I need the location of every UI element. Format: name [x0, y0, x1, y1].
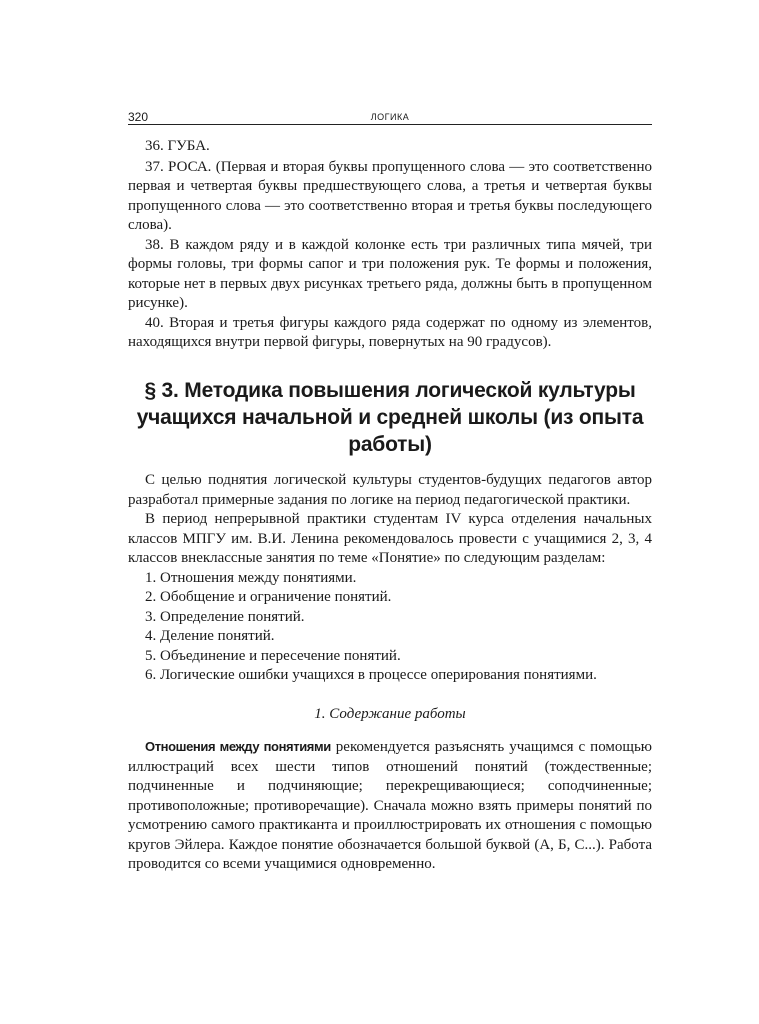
list-item: 3. Определение понятий. — [145, 608, 305, 625]
answer-38: 38. В каждом ряду и в каждой колонке есть три различных типа мячей, три формы головы, три формы сапог и три положения рук. Те формы и положения, которые нет в первых двух рисунках третьего ряда, должны быть в пропущенном рисунке). — [128, 236, 652, 311]
work-paragraph-text: рекомендуется разъяснять учащимся с помощью иллюстраций всех шести типов отношений понятий (тождественные; подчиненные и подчиняющие; перекрещивающиеся; соподчиненные; противоположные; противоречащие). Сначала можно взять примеры понятий по усмотрению самого практиканта и проиллюстрировать их отношения с помощью кругов Эйлера. Каждое понятие обозначается большой буквой (А, Б, С...). Работа проводится со всеми учащимися одновременно. — [128, 739, 652, 872]
topics-list — [128, 569, 652, 686]
answers-block — [128, 137, 652, 353]
list-item: 6. Логические ошибки учащихся в процессе оперирования понятиями. — [145, 667, 597, 683]
page-number: 320 — [128, 110, 149, 124]
answer-37: 37. РОСА. (Первая и вторая буквы пропущенного слова — это соответственно первая и четвертая буквы предшествующего слова, а третья и четвертая буквы пропущенного слова — это соответственно вторая и третья буквы последующего слова). — [128, 158, 652, 233]
list-item: 1. Отношения между понятиями. — [145, 569, 357, 586]
list-item: 2. Обобщение и ограничение понятий. — [145, 589, 392, 605]
intro-paragraph: В период непрерывной практики студентам IV курса отделения начальных классов МПГУ им. В.И. Ленина рекомендовалось провести с учащимися 2, 3, 4 классов внеклассные занятия по теме «Понятие» по следующим разделам: — [128, 511, 652, 566]
lead-term: Отношения между понятиями — [145, 739, 331, 754]
intro-block — [128, 471, 652, 686]
running-header — [128, 110, 652, 125]
subheading: 1. Содержание работы — [314, 706, 466, 722]
running-title: ЛОГИКА — [370, 112, 410, 122]
intro-paragraph: С целью поднятия логической культуры студентов-будущих педагогов автор разработал примерные задания по логике на период педагогической практики. — [128, 472, 652, 508]
work-block — [128, 737, 652, 875]
section-heading: § 3. Методика повышения логической культуры учащихся начальной и средней школы (из опыта работы) — [136, 379, 644, 456]
answer-40: 40. Вторая и третья фигуры каждого ряда содержат по одному из элементов, находящихся внутри первой фигуры, повернутых на 90 градусов). — [128, 314, 652, 350]
list-item: 5. Объединение и пересечение понятий. — [145, 647, 401, 664]
work-paragraph — [128, 737, 652, 875]
list-item: 4. Деление понятий. — [145, 628, 275, 644]
answer-36: 36. ГУБА. — [145, 138, 210, 154]
